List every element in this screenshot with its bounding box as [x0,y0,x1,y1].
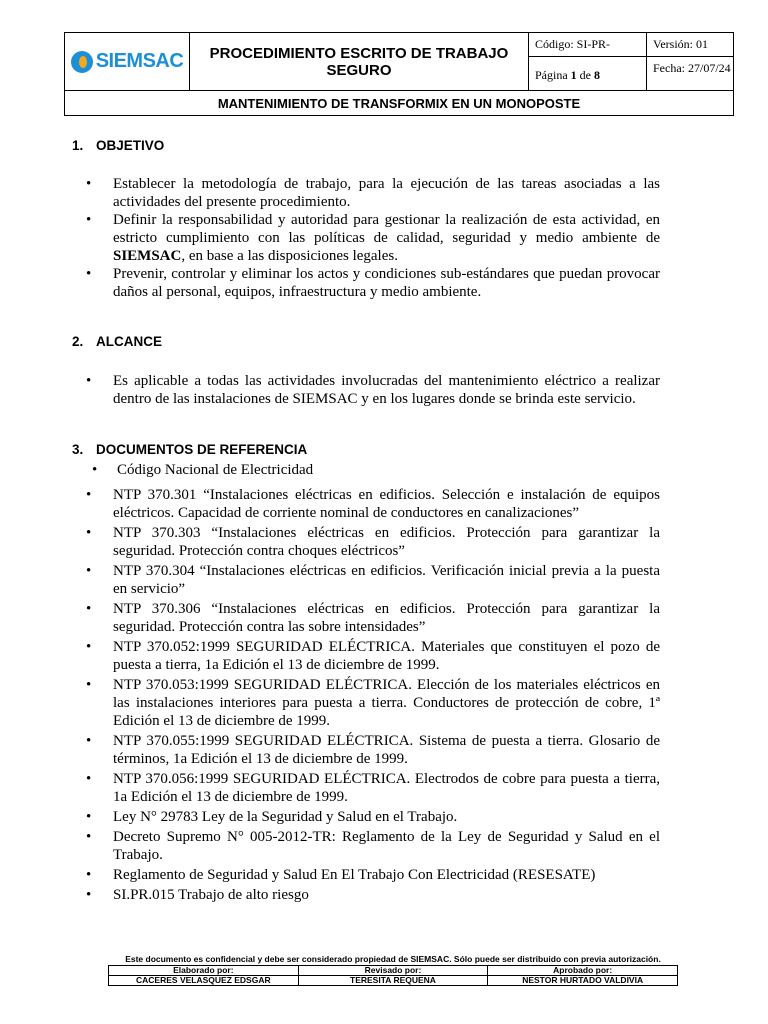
list-item [86,828,660,864]
list-item-text: NTP 370.306 “Instalaciones eléctricas en edificios. Protección para garantizar la seguridad. Protección contra las sobre intensidades” [113,601,660,635]
list-item [86,524,660,560]
section-title: OBJETIVO [96,138,165,153]
document-version: Versión: 01 [647,33,733,57]
list-item-text: Decreto Supremo N° 005-2012-TR: Reglamento de la Ley de Seguridad y Salud en el Trabajo. [113,829,660,863]
logo-text: SIEMSAC [95,50,184,72]
page-total: 8 [594,68,600,82]
list-item-text: NTP 370.052:1999 SEGURIDAD ELÉCTRICA. Materiales que constituyen el pozo de puesta a tierra, 1a Edición el 13 de diciembre de 1999. [113,639,660,673]
referencias-first-list [92,461,652,479]
elaborado-name: CACERES VELASQUEZ EDSGAR [109,976,299,986]
list-item-text: SI.PR.015 Trabajo de alto riesgo [113,887,309,903]
revisado-header: Revisado por: [298,966,488,976]
list-item-text: NTP 370.053:1999 SEGURIDAD ELÉCTRICA. Elección de los materiales eléctricos en las instalaciones interiores para puesta a tierra. Conductores de protección de cobre, 1ª Edición el 13 de diciembre de 1999. [113,677,660,729]
alcance-list [86,372,660,408]
section-heading-alcance [72,333,162,351]
page-prefix: Página [535,68,571,82]
section-number: 3. [72,442,84,457]
list-item-text: Ley N° 29783 Ley de la Seguridad y Salud en el Trabajo. [113,809,458,825]
list-item [86,808,660,826]
list-item-text: NTP 370.056:1999 SEGURIDAD ELÉCTRICA. Electrodos de cobre para puesta a tierra, 1a Edición el 13 de diciembre de 1999. [113,771,660,805]
document-title: PROCEDIMIENTO ESCRITO DE TRABAJO SEGURO [190,33,529,91]
elaborado-header: Elaborado por: [109,966,299,976]
list-item-text: Definir la responsabilidad y autoridad para gestionar la realización de esta actividad, en estricto cumplimiento con las políticas de calidad, seguridad y medio ambiente de [113,212,660,246]
signature-table [108,965,678,986]
document-header [64,32,734,116]
list-item-text: Código Nacional de Electricidad [117,462,314,478]
aprobado-name: NESTOR HURTADO VALDIVIA [488,976,678,986]
document-date: Fecha: 27/07/24 [647,57,733,91]
section-title: DOCUMENTOS DE REFERENCIA [96,442,308,457]
list-item [86,638,660,674]
list-item-text: NTP 370.055:1999 SEGURIDAD ELÉCTRICA. Sistema de puesta a tierra. Glosario de términos, 1a Edición el 13 de diciembre de 1999. [113,733,660,767]
list-item-text: Reglamento de Seguridad y Salud En El Trabajo Con Electricidad (RESESATE) [113,867,596,883]
page-indicator [529,57,647,91]
list-item-text: , en base a las disposiciones legales. [181,248,398,264]
list-item [86,732,660,768]
logo-cell [65,33,190,91]
table-row [109,976,678,986]
section-heading-objetivo [72,137,164,155]
list-item-text: Prevenir, controlar y eliminar los actos y condiciones sub-estándares que puedan provocar daños al personal, equipos, infraestructura y medio ambiente. [113,266,660,300]
document-footer [108,954,678,986]
list-item [86,372,660,408]
company-name: SIEMSAC [113,248,182,264]
list-item [86,676,660,730]
section-title: ALCANCE [96,334,162,349]
list-item [86,770,660,806]
list-item [86,175,660,211]
section-heading-referencias [72,441,307,459]
page-current: 1 [570,68,577,82]
objetivo-list [86,175,660,301]
list-item [92,461,652,479]
aprobado-header: Aprobado por: [488,966,678,976]
list-item [86,265,660,301]
table-row [109,966,678,976]
list-item [86,886,660,904]
revisado-name: TERESITA REQUENA [298,976,488,986]
document-subtitle: MANTENIMIENTO DE TRANSFORMIX EN UN MONOPOSTE [217,95,581,111]
section-number: 1. [72,138,84,153]
list-item-text: NTP 370.303 “Instalaciones eléctricas en edificios. Protección para garantizar la seguridad. Protección contra choques eléctricos” [113,525,660,559]
page-mid: de [576,68,594,82]
list-item-text: Es aplicable a todas las actividades involucradas del mantenimiento eléctrico a realizar dentro de las instalaciones de SIEMSAC y en los lugares donde se brinda este servicio. [113,373,660,407]
company-logo [71,50,184,73]
list-item [86,600,660,636]
list-item-text: NTP 370.304 “Instalaciones eléctricas en edificios. Verificación inicial previa a la puesta en servicio” [113,563,660,597]
section-number: 2. [72,334,84,349]
document-code: Código: SI-PR- [529,33,647,57]
list-item [86,562,660,598]
logo-mark-icon [71,51,93,73]
referencias-list [86,486,660,905]
confidentiality-notice: Este documento es confidencial y debe ser considerado propiedad de SIEMSAC. Sólo puede ser distribuido con previa autorización. [125,954,661,964]
list-item [86,211,660,265]
list-item-text: NTP 370.301 “Instalaciones eléctricas en edificios. Selección e instalación de equipos eléctricos. Capacidad de corriente nominal de conductores en canalizaciones” [113,487,660,521]
list-item [86,486,660,522]
list-item [86,866,660,884]
list-item-text: Establecer la metodología de trabajo, para la ejecución de las tareas asociadas a las actividades del presente procedimiento. [113,176,660,210]
